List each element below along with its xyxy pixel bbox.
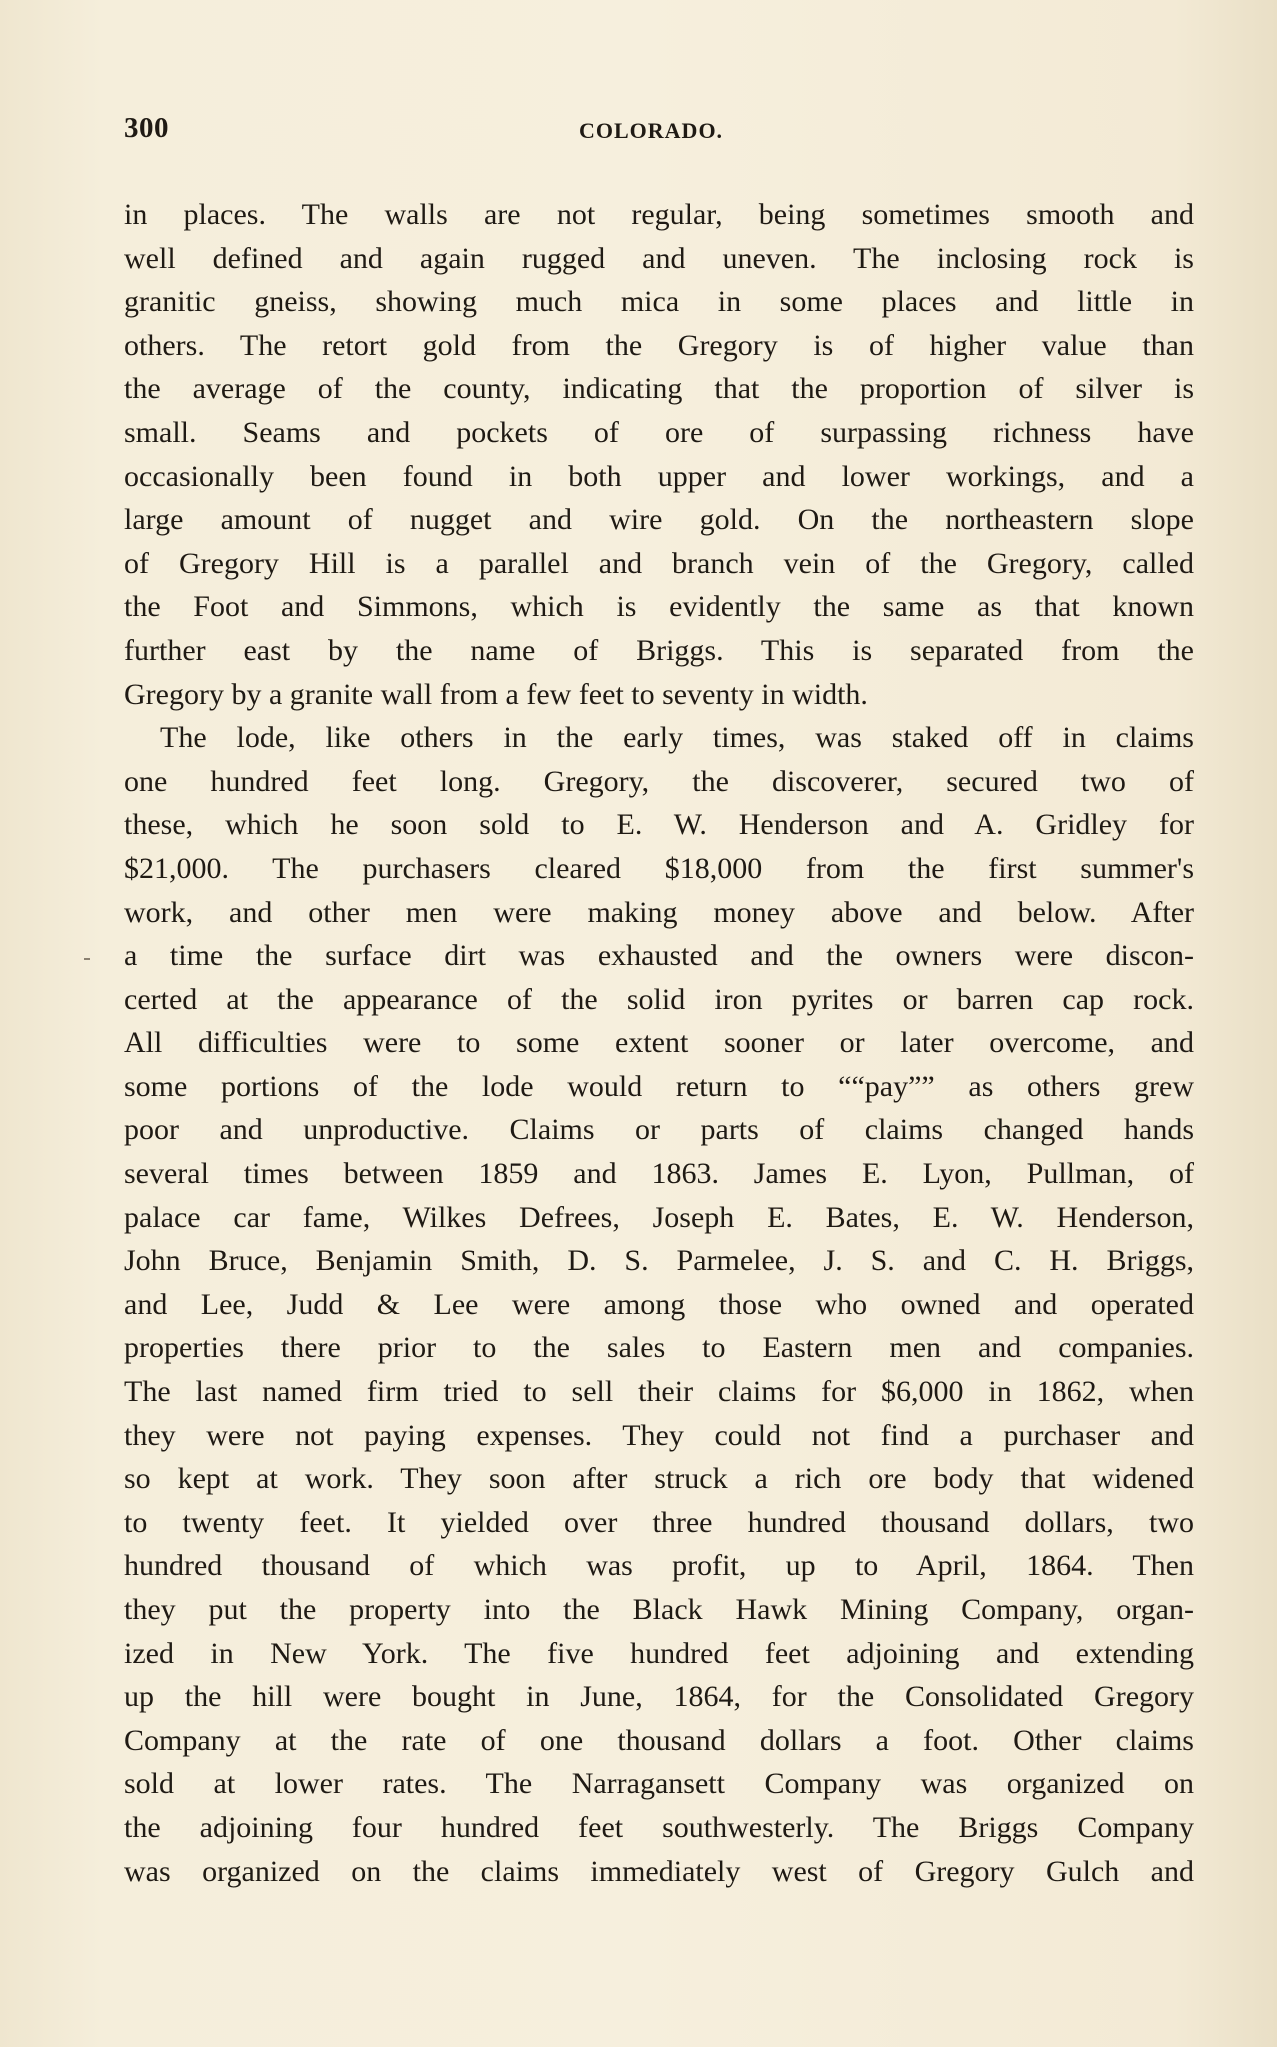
text-line: John Bruce, Benjamin Smith, D. S. Parmelee, J. S. and C. H. Briggs, — [124, 1244, 1194, 1278]
text-line: large amount of nugget and wire gold. On the northeastern slope — [124, 503, 1194, 537]
text-line: ized in New York. The five hundred feet adjoining and extending — [124, 1636, 1194, 1670]
margin-mark — [84, 958, 90, 960]
text-line: others. The retort gold from the Gregory is of higher value than — [124, 328, 1194, 362]
text-line: work, and other men were making money above and below. After — [124, 895, 1194, 929]
text-line: was organized on the claims immediately west of Gregory Gulch and — [124, 1854, 1194, 1888]
text-line: properties there prior to the sales to Eastern men and companies. — [124, 1331, 1194, 1365]
text-line: $21,000. The purchasers cleared $18,000 from the first summer's — [124, 851, 1194, 885]
text-line: the average of the county, indicating that the proportion of silver is — [124, 372, 1194, 406]
text-line: The last named firm tried to sell their claims for $6,000 in 1862, when — [124, 1375, 1194, 1409]
text-line: poor and unproductive. Claims or parts of claims changed hands — [124, 1113, 1194, 1147]
text-line: granitic gneiss, showing much mica in some places and little in — [124, 285, 1194, 319]
text-line: so kept at work. They soon after struck a rich ore body that widened — [124, 1462, 1194, 1496]
text-line: some portions of the lode would return to ““pay”” as others grew — [124, 1069, 1194, 1103]
page-number: 300 — [124, 112, 169, 144]
text-line: in places. The walls are not regular, being sometimes smooth and — [124, 198, 1194, 231]
running-head: COLORADO. — [579, 118, 724, 143]
text-line: several times between 1859 and 1863. James E. Lyon, Pullman, of — [124, 1157, 1194, 1191]
body-text — [124, 193, 1194, 1893]
text-line: of Gregory Hill is a parallel and branch vein of the Gregory, called — [124, 546, 1194, 580]
text-line: the adjoining four hundred feet southwesterly. The Briggs Company — [124, 1810, 1194, 1844]
text-line: All difficulties were to some extent sooner or later overcome, and — [124, 1026, 1194, 1060]
text-line: one hundred feet long. Gregory, the discoverer, secured two of — [124, 764, 1194, 798]
text-line: Gregory by a granite wall from a few feet to seventy in width. — [124, 677, 868, 711]
text-line: hundred thousand of which was profit, up to April, 1864. Then — [124, 1549, 1194, 1583]
text-line: occasionally been found in both upper and lower workings, and a — [124, 459, 1194, 493]
text-line: they were not paying expenses. They could not find a purchaser and — [124, 1418, 1194, 1452]
text-line: the Foot and Simmons, which is evidently the same as that known — [124, 590, 1194, 624]
text-line: to twenty feet. It yielded over three hundred thousand dollars, two — [124, 1505, 1194, 1539]
text-line: up the hill were bought in June, 1864, for the Consolidated Gregory — [124, 1680, 1194, 1714]
text-line: further east by the name of Briggs. This is separated from the — [124, 633, 1194, 667]
text-line: Company at the rate of one thousand dollars a foot. Other claims — [124, 1723, 1194, 1757]
text-line: certed at the appearance of the solid iron pyrites or barren cap rock. — [124, 982, 1194, 1016]
page-header — [124, 112, 1194, 152]
text-line: these, which he soon sold to E. W. Henderson and A. Gridley for — [124, 808, 1194, 842]
text-line: they put the property into the Black Hawk Mining Company, organ- — [124, 1593, 1194, 1626]
text-line: a time the surface dirt was exhausted and the owners were discon- — [124, 939, 1194, 973]
text-line: small. Seams and pockets of ore of surpassing richness have — [124, 415, 1194, 449]
text-line: sold at lower rates. The Narragansett Company was organized on — [124, 1767, 1194, 1801]
text-line: palace car fame, Wilkes Defrees, Joseph E. Bates, E. W. Henderson, — [124, 1200, 1194, 1234]
text-line: and Lee, Judd & Lee were among those who owned and operated — [124, 1287, 1194, 1321]
text-line: well defined and again rugged and uneven. The inclosing rock is — [124, 241, 1194, 275]
text-line: The lode, like others in the early times, was staked off in claims — [160, 721, 1194, 755]
